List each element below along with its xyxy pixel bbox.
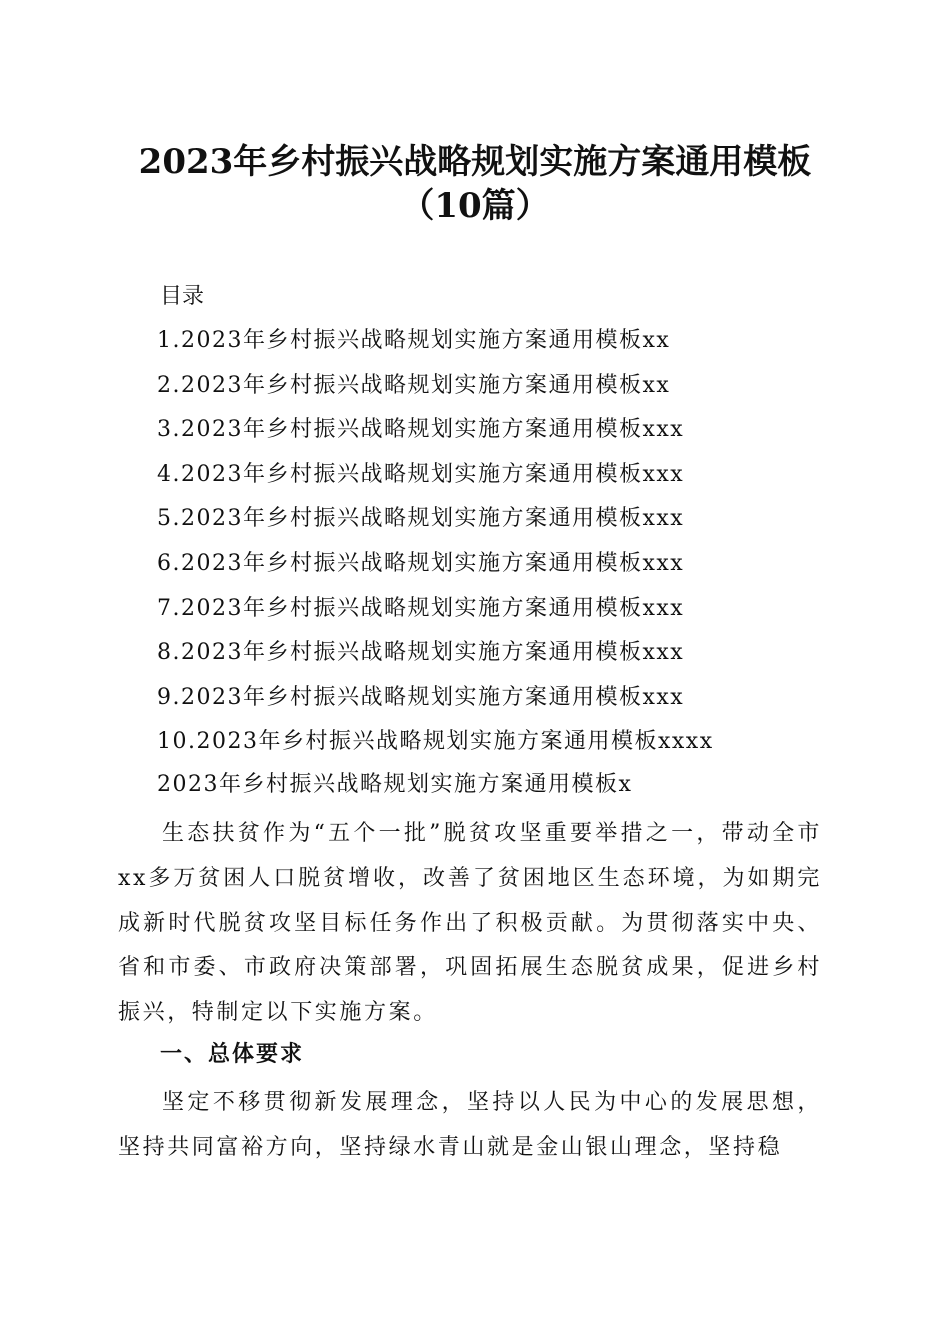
section-heading: 一、总体要求 [160, 1042, 305, 1067]
toc-item: 1.2023年乡村振兴战略规划实施方案通用模板xx [157, 328, 671, 353]
toc-item: 9.2023年乡村振兴战略规划实施方案通用模板xxx [157, 684, 685, 710]
toc-item: 4.2023年乡村振兴战略规划实施方案通用模板xxx [157, 461, 685, 487]
table-of-contents [157, 326, 714, 772]
toc-item: 8.2023年乡村振兴战略规划实施方案通用模板xxx [157, 640, 685, 666]
toc-item: 5.2023年乡村振兴战略规划实施方案通用模板xxx [157, 506, 685, 532]
toc-item: 2.2023年乡村振兴战略规划实施方案通用模板xx [157, 372, 671, 398]
document-title-line2: （10篇） [400, 186, 550, 226]
toc-item: 10.2023年乡村振兴战略规划实施方案通用模板xxxx [157, 729, 714, 755]
body-paragraph: 坚定不移贯彻新发展理念，坚持以人民为中心的发展思想，坚持共同富裕方向，坚持绿水青山就是金山银山理念，坚持稳 [118, 1090, 822, 1160]
article-title: 2023年乡村振兴战略规划实施方案通用模板x [157, 772, 633, 797]
toc-heading: 目录 [160, 284, 205, 309]
intro-paragraph: 生态扶贫作为“五个一批”脱贫攻坚重要举措之一，带动全市xx多万贫困人口脱贫增收，改善了贫困地区生态环境，为如期完成新时代脱贫攻坚目标任务作出了积极贡献。为贯彻落实中央、省和市委、市政府决策部署，巩固拓展生态脱贫成果，促进乡村振兴，特制定以下实施方案。 [118, 821, 822, 1026]
toc-item: 3.2023年乡村振兴战略规划实施方案通用模板xxx [157, 417, 685, 443]
toc-item: 7.2023年乡村振兴战略规划实施方案通用模板xxx [157, 595, 685, 621]
toc-item: 6.2023年乡村振兴战略规划实施方案通用模板xxx [157, 550, 685, 576]
document-title-line1: 2023年乡村振兴战略规划实施方案通用模板 [138, 142, 812, 182]
